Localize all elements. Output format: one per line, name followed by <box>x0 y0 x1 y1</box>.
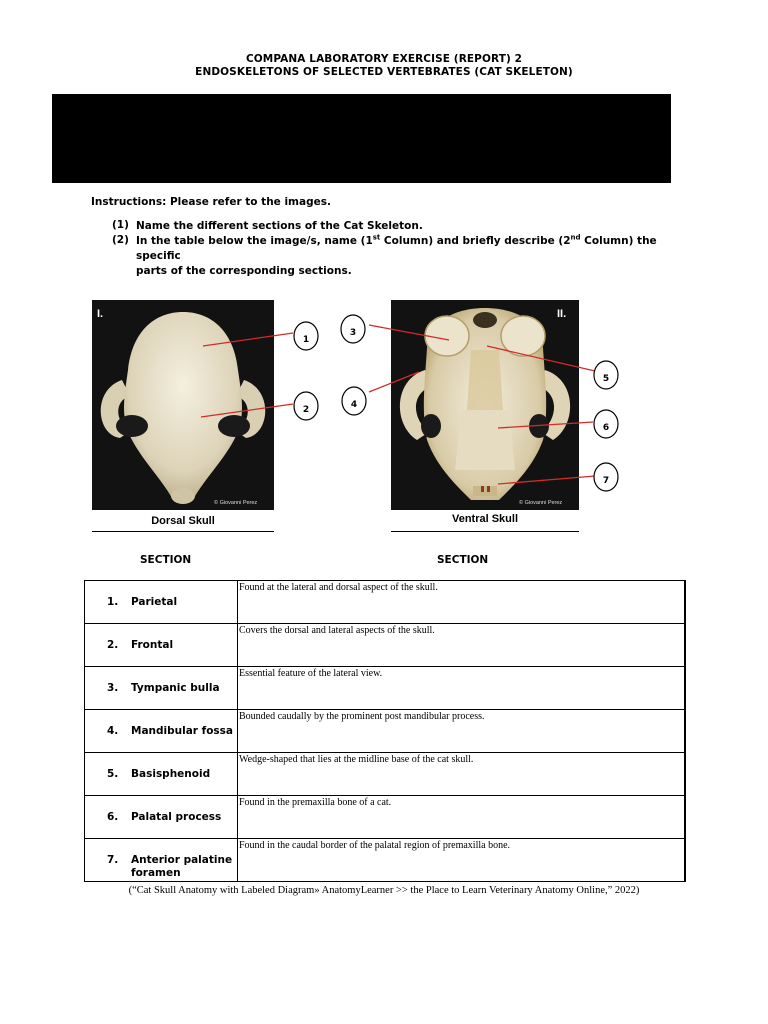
part-name-cell: 3. Tympanic bulla <box>85 667 238 710</box>
callout-number-7: 7 <box>602 476 610 486</box>
caption-ventral-skull: Ventral Skull <box>451 513 519 525</box>
instruction-item-1: Name the different sections of the Cat Skeleton. <box>136 220 423 232</box>
leader-line-2 <box>201 404 293 417</box>
leader-line-3 <box>369 325 449 340</box>
part-description: Wedge-shaped that lies at the midline base of the cat skull. <box>238 753 686 796</box>
part-description: Found in the premaxilla bone of a cat. <box>238 796 686 839</box>
part-name-cell: 1. Parietal <box>85 581 238 624</box>
caption-dorsal-skull: Dorsal Skull <box>151 515 215 527</box>
table-row <box>85 624 686 667</box>
callout-number-1: 1 <box>302 335 310 345</box>
callout-number-2: 2 <box>302 405 310 415</box>
leader-line-7 <box>498 476 595 484</box>
watermark-dorsal: © Giovanni Perez <box>214 500 258 506</box>
section-header-right: SECTION <box>437 554 489 566</box>
part-description: Found at the lateral and dorsal aspect of the skull. <box>238 581 686 624</box>
callout-number-4: 4 <box>350 400 358 410</box>
leader-line-5 <box>487 346 595 371</box>
instruction-number-1: (1) <box>112 219 129 231</box>
parts-table <box>84 580 686 882</box>
table-row <box>85 667 686 710</box>
report-subtitle: ENDOSKELETONS OF SELECTED VERTEBRATES (CAT SKELETON) <box>195 66 573 78</box>
part-name-cell: 6. Palatal process <box>85 796 238 839</box>
part-description: Essential feature of the lateral view. <box>238 667 686 710</box>
instruction-item-2: In the table below the image/s, name (1st Column) and briefly describe (2nd Column) the specific parts of the corresponding sections. <box>136 233 657 277</box>
part-description: Bounded caudally by the prominent post mandibular process. <box>238 710 686 753</box>
citation: (“Cat Skull Anatomy with Labeled Diagram» AnatomyLearner >> the Place to Learn Veterinary Anatomy Online,” 2022) <box>128 885 640 896</box>
table-row <box>85 710 686 753</box>
panel-label-I: I. <box>97 308 104 320</box>
table-row <box>85 753 686 796</box>
watermark-ventral: © Giovanni Perez <box>519 500 563 506</box>
part-description: Covers the dorsal and lateral aspects of the skull. <box>238 624 686 667</box>
caption-underline-dorsal <box>92 531 274 532</box>
part-name-cell: 2. Frontal <box>85 624 238 667</box>
panel-label-II: II. <box>557 308 567 320</box>
caption-underline-ventral <box>391 531 579 532</box>
table-row <box>85 581 686 624</box>
section-header-left: SECTION <box>140 554 192 566</box>
part-name-cell: 4. Mandibular fossa <box>85 710 238 753</box>
instruction-number-2: (2) <box>112 234 129 246</box>
table-row <box>85 796 686 839</box>
leader-line-6 <box>498 422 593 428</box>
table-row <box>85 839 686 882</box>
callout-number-3: 3 <box>349 328 357 338</box>
instructions-intro: Instructions: Please refer to the images. <box>91 196 331 208</box>
callout-number-5: 5 <box>602 374 610 384</box>
part-description: Found in the caudal border of the palatal region of premaxilla bone. <box>238 839 686 882</box>
leader-line-4 <box>369 372 419 392</box>
part-name-cell: 7. Anterior palatine foramen <box>85 839 238 882</box>
leader-line-1 <box>203 333 293 346</box>
callout-number-6: 6 <box>602 423 610 433</box>
report-title: COMPANA LABORATORY EXERCISE (REPORT) 2 <box>245 53 523 65</box>
part-name-cell: 5. Basisphenoid <box>85 753 238 796</box>
